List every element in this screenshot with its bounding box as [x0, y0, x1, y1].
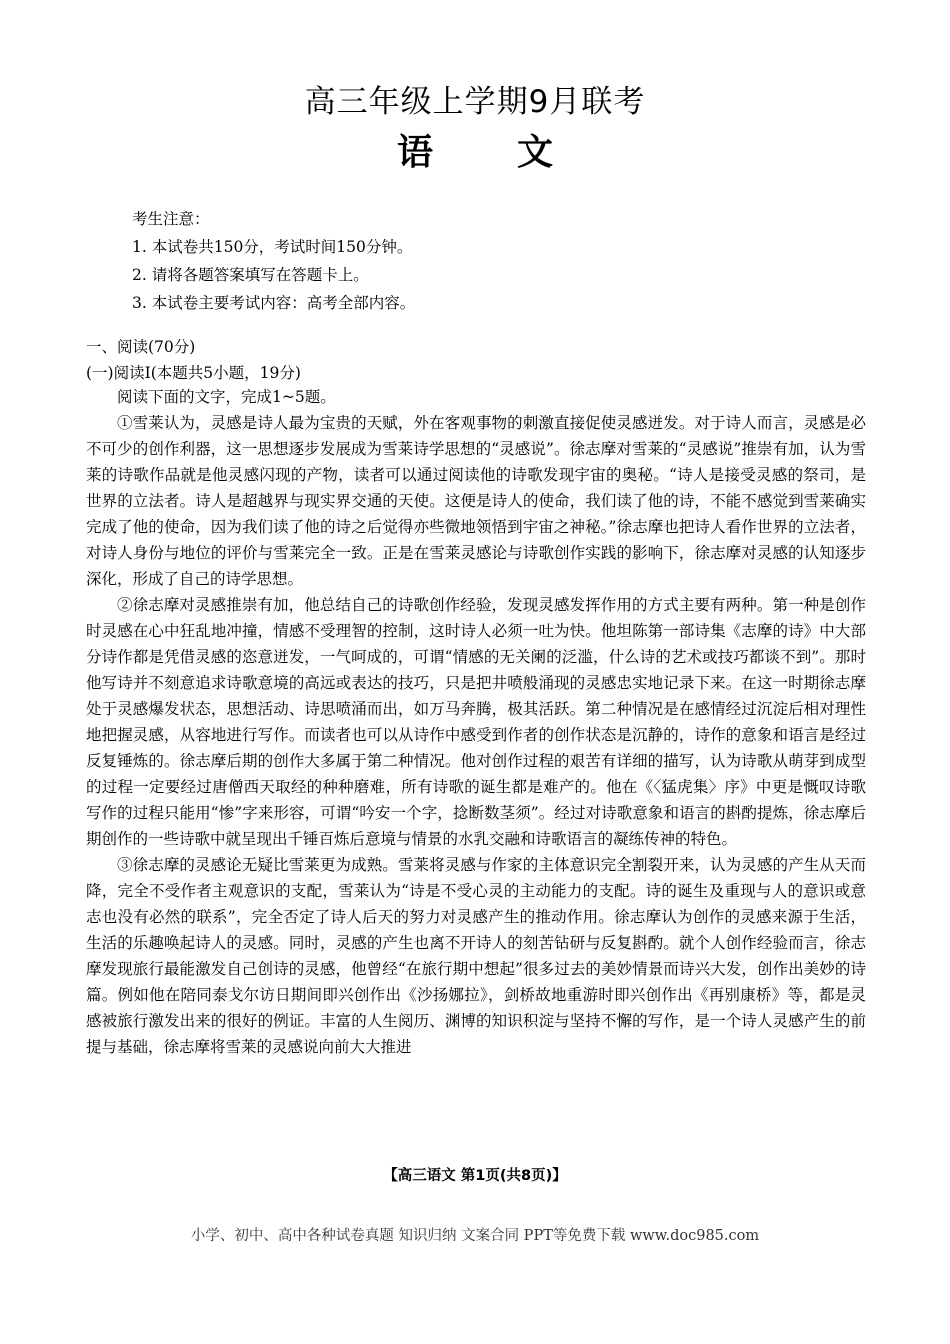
notice-item: 2. 请将各题答案填写在答题卡上。: [132, 266, 369, 284]
notice-item: 1. 本试卷共150分，考试时间150分钟。: [132, 238, 413, 256]
exam-notice: [132, 205, 415, 317]
subject-char-1: 语: [396, 132, 433, 173]
passage-paragraph: ③徐志摩的灵感论无疑比雪莱更为成熟。雪莱将灵感与作家的主体意识完全割裂开来，认为灵感的产生从天而降，完全不受作者主观意识的支配，雪莱认为“诗是不受心灵的主动能力的支配。诗的诞生及重现与人的意识或意志也没有必然的联系”，完全否定了诗人后天的努力对灵感产生的推动作用。徐志摩认为创作的灵感来源于生活，生活的乐趣唤起诗人的灵感。同时，灵感的产生也离不开诗人的刻苦钻研与反复斟酌。就个人创作经验而言，徐志摩发现旅行最能激发自己创诗的灵感，他曾经“在旅行期中想起”很多过去的美妙情景而诗兴大发，创作出美妙的诗篇。例如他在陪同泰戈尔访日期间即兴创作出《沙扬娜拉》，剑桥故地重游时即兴创作出《再别康桥》等，都是灵感被旅行激发出来的很好的例证。丰富的人生阅历、渊博的知识积淀与坚持不懈的写作，是一个诗人灵感产生的前提与基础，徐志摩将雪莱的灵感说向前大大推进: [86, 856, 866, 1056]
reading-instruction: 阅读下面的文字，完成1~5题。: [117, 388, 336, 406]
subject-char-2: 文: [517, 132, 554, 173]
section-heading: 一、阅读(70分): [86, 338, 196, 356]
promo-text: 小学、初中、高中各种试卷真题 知识归纳 文案合同 PPT等免费下载 www.doc985.com: [190, 1228, 760, 1244]
exam-title: 高三年级上学期9月联考: [304, 84, 646, 120]
notice-heading: 考生注意：: [132, 210, 210, 228]
page-footer: 【高三语文 第1页(共8页)】: [383, 1168, 567, 1184]
reading-passage: [86, 410, 866, 1060]
passage-paragraph: ②徐志摩对灵感推崇有加，他总结自己的诗歌创作经验，发现灵感发挥作用的方式主要有两种。第一种是创作时灵感在心中狂乱地冲撞，情感不受理智的控制，这时诗人必须一吐为快。他坦陈第一部诗集《志摩的诗》中大部分诗作都是凭借灵感的恣意迸发，一气呵成的，可谓“情感的无关阑的泛滥，什么诗的艺术或技巧都谈不到”。那时他写诗并不刻意追求诗歌意境的高远或表达的技巧，只是把井喷般涌现的灵感忠实地记录下来。在这一时期徐志摩处于灵感爆发状态，思想活动、诗思喷涌而出，如万马奔腾，极其活跃。第二种情况是在感情经过沉淀后相对理性地把握灵感，从容地进行写作。而读者也可以从诗作中感受到作者的创作状态是沉静的，诗作的意象和语言是经过反复锤炼的。徐志摩后期的创作大多属于第二种情况。他对创作过程的艰苦有详细的描写，认为诗歌从萌芽到成型的过程一定要经过唐僧西天取经的种种磨难，所有诗歌的诞生都是难产的。他在《〈猛虎集〉序》中更是慨叹诗歌写作的过程只能用“惨”字来形容，可谓“吟安一个字，捻断数茎须”。经过对诗歌意象和语言的斟酌提炼，徐志摩后期创作的一些诗歌中就呈现出千锤百炼后意境与情景的水乳交融和诗歌语言的凝练传神的特色。: [86, 596, 866, 848]
subsection-heading: (一)阅读Ⅰ(本题共5小题，19分): [86, 364, 301, 382]
subject-title: [0, 124, 950, 175]
notice-item: 3. 本试卷主要考试内容：高考全部内容。: [132, 294, 416, 312]
passage-paragraph: ①雪莱认为，灵感是诗人最为宝贵的天赋，外在客观事物的刺激直接促使灵感迸发。对于诗人而言，灵感是必不可少的创作利器，这一思想逐步发展成为雪莱诗学思想的“灵感说”。徐志摩对雪莱的“灵感说”推崇有加，认为雪莱的诗歌作品就是他灵感闪现的产物，读者可以通过阅读他的诗歌发现宇宙的奥秘。“诗人是接受灵感的祭司，是世界的立法者。诗人是超越界与现实界交通的天使。这便是诗人的使命，我们读了他的诗，不能不感觉到雪莱确实完成了他的使命，因为我们读了他的诗之后觉得亦些微地领悟到宇宙之神秘。”徐志摩也把诗人看作世界的立法者，对诗人身份与地位的评价与雪莱完全一致。正是在雪莱灵感论与诗歌创作实践的影响下，徐志摩对灵感的认知逐步深化，形成了自己的诗学思想。: [86, 414, 866, 588]
